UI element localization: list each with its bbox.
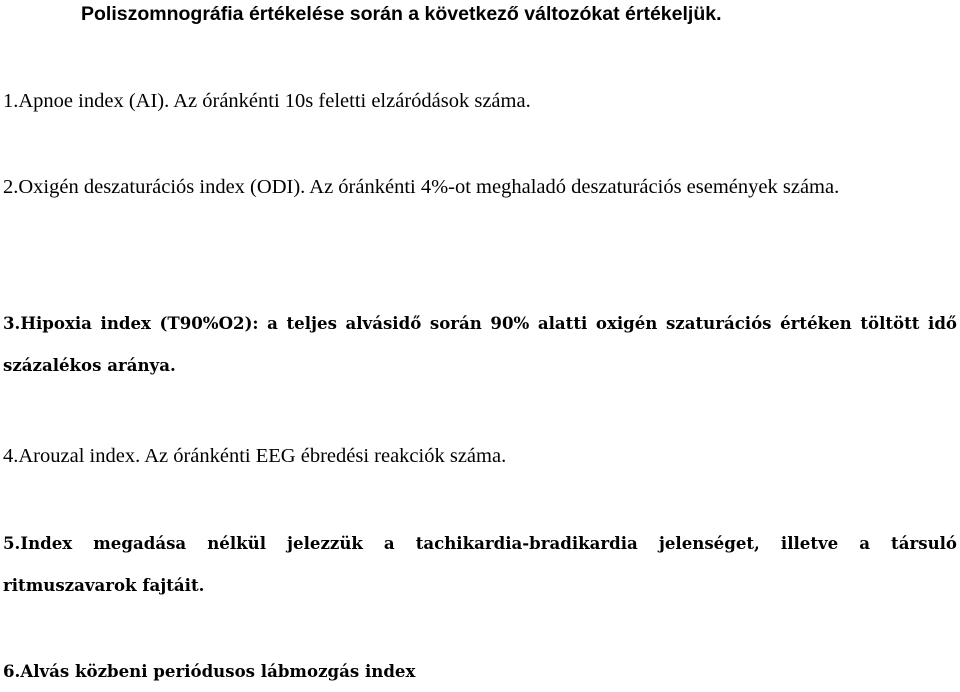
page-title: Poliszomnográfia értékelése során a következő változókat értékeljük. xyxy=(81,3,722,25)
list-item-hypoxia-index: 3.Hipoxia index (T90%O2): a teljes alvásidő során 90% alatti oxigén szaturációs értéken töltött idő százalékos aránya. xyxy=(3,313,957,375)
list-item-arousal-index: 4.Arouzal index. Az óránkénti EEG ébredési reakciók száma. xyxy=(3,445,507,467)
list-item-oxygen-desaturation-index: 2.Oxigén deszaturációs index (ODI). Az óránkénti 4%-ot meghaladó deszaturációs események száma. xyxy=(3,176,840,198)
list-item-apnoe-index: 1.Apnoe index (AI). Az óránkénti 10s feletti elzáródások száma. xyxy=(3,90,531,112)
list-item-periodic-leg-movement: 6.Alvás közbeni periódusos lábmozgás index xyxy=(3,661,416,681)
list-item-tachy-brady: 5.Index megadása nélkül jelezzük a tachikardia-bradikardia jelenséget, illetve a társuló ritmuszavarok fajtáit. xyxy=(3,533,957,595)
